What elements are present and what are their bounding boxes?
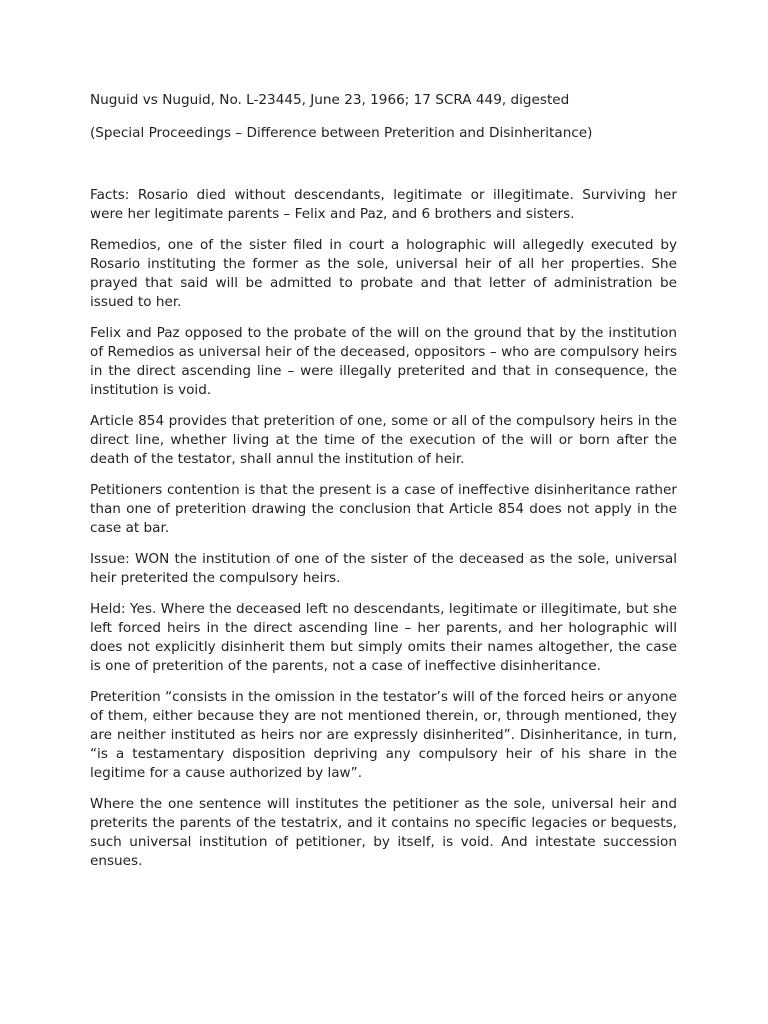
- paragraph-article-854: Article 854 provides that preterition of one, some or all of the compulsory heirs in the direct line, whether living at the time of the execution of the will or born after the death of the testator, shall annul the institution of heir.: [90, 413, 677, 467]
- paragraph-conclusion: Where the one sentence will institutes the petitioner as the sole, universal heir and preterits the parents of the testatrix, and it contains no specific legacies or bequests, such universal institution of petitioner, by itself, is void. And intestate succession ensues.: [90, 796, 677, 869]
- paragraph-facts: Facts: Rosario died without descendants, legitimate or illegitimate. Surviving her were her legitimate parents – Felix and Paz, and 6 brothers and sisters.: [90, 187, 677, 222]
- document-title: Nuguid vs Nuguid, No. L-23445, June 23, 1966; 17 SCRA 449, digested: [90, 92, 570, 108]
- document-page: [90, 91, 677, 883]
- paragraph-petitioners-contention: Petitioners contention is that the present is a case of ineffective disinheritance rather than one of preterition drawing the conclusion that Article 854 does not apply in the case at bar.: [90, 482, 677, 536]
- paragraph-issue: Issue: WON the institution of one of the sister of the deceased as the sole, universal heir preterited the compulsory heirs.: [90, 551, 677, 586]
- paragraph-opposition: Felix and Paz opposed to the probate of the will on the ground that by the institution of Remedios as universal heir of the deceased, oppositors – who are compulsory heirs in the direct ascending line – were illegally preterited and that in consequence, the institution is void.: [90, 325, 677, 398]
- paragraph-held: Held: Yes. Where the deceased left no descendants, legitimate or illegitimate, but she left forced heirs in the direct ascending line – her parents, and her holographic will does not explicitly disinherit them but simply omits their names altogether, the case is one of preterition of the parents, not a case of ineffective disinheritance.: [90, 601, 677, 674]
- paragraph-remedios-petition: Remedios, one of the sister filed in court a holographic will allegedly executed by Rosario instituting the former as the sole, universal heir of all her properties. She prayed that said will be admitted to probate and that letter of administration be issued to her.: [90, 237, 677, 310]
- document-subtitle: (Special Proceedings – Difference between Preterition and Disinheritance): [90, 125, 593, 141]
- paragraph-preterition-definition: Preterition “consists in the omission in the testator’s will of the forced heirs or anyone of them, either because they are not mentioned therein, or, through mentioned, they are neither instituted as heirs nor are expressly disinherited”. Disinheritance, in turn, “is a testamentary disposition depriving any compulsory heir of his share in the legitime for a cause authorized by law”.: [90, 689, 677, 781]
